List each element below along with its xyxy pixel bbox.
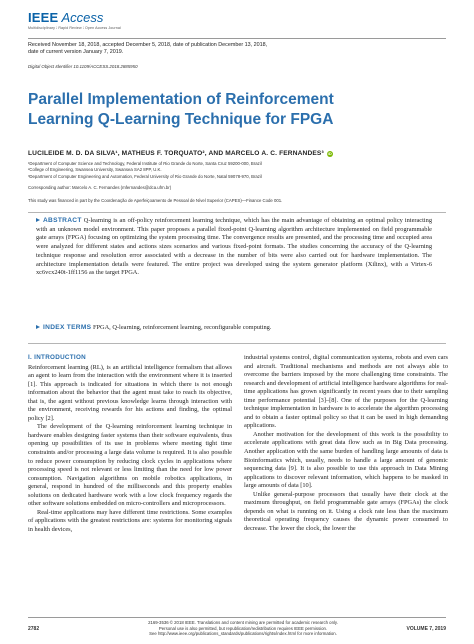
body-paragraph: Real-time applications may have different time restrictions. Some examples of applications with the greatest restrictions are: systems for monitoring signals in health devices, [28, 508, 232, 533]
index-terms-bottom-divider [28, 343, 446, 344]
body-paragraph: Reinforcement learning (RL), is an artificial intelligence formalism that allows an agent to learn from the interaction with the environment where it is inserted [1]. This approach is indicated for situations in which there is not enough information about the behavior that the agent must take to reach its objective, that is, the agent without previous knowledge learns through interaction with the environment, receiving rewards for his actions and finding, the optimal policy [2]. [28, 363, 232, 422]
paper-title [28, 90, 428, 130]
license-line-2: Personal use is also permitted, but republication/redistribution requires IEEE permission. [158, 625, 328, 631]
logo-tagline: Multidisciplinary ⁞ Rapid Review ⁞ Open Access Journal [28, 26, 121, 30]
affiliation-2: ²College of Engineering, Swansea University, Swansea SA2 8PP, U.K. [28, 167, 162, 173]
abstract-text: Q-learning is an off-policy reinforcement learning technique, which has the main advantage of obtaining an optimal policy interacting with an unknown model environment. This paper proposes a parallel fixed-point Q-learning algorithm architecture implemented on field programmable gate arrays (FPGA) focusing on optimizing the system processing time. The convergence results are presented, and the processing time and occupied area were analyzed for different states and actions sizes scenarios and various fixed-point formats. The studies concerning the accuracy of the Q-learning technique response and resolution error associated with a decrease in the number of bits were also carried out for hardware implementation. The architecture implementation details were featured. The entire project was developed using the system generator platform (Xilinx), with a Virtex-6 xc6vcx240t-1ff1156 as the target FPGA. [36, 217, 432, 277]
journal-logo[interactable] [28, 10, 448, 25]
license-notice [143, 620, 343, 637]
body-paragraph: The development of the Q-learning reinforcement learning technique in hardware enables designing faster systems than their software equivalents, thus opening up possibilities of its use in problems where meeting tight time constraints and/or processing a large data volume is required. It is also possible to reduce power consumption by reducing clock cycles in applications where processing speed is not relevant or less limiting than the need for low power consumption. Navigation algorithms on mobile robotics applications, in general, respond in hundred of the milliseconds and this property enables solutions on dedicated hardware work with a low clock frequency regards the other software solutions embedded on micro-controllers and microprocessors. [28, 423, 232, 508]
affiliations [28, 161, 446, 180]
logo-ieee-text: IEEE [28, 10, 59, 25]
page-number: 2782 [28, 626, 40, 632]
license-line-3[interactable]: See http://www.ieee.org/publications_standards/publications/rights/index.html for more information. [149, 631, 337, 636]
index-terms-label: INDEX TERMS [43, 324, 92, 331]
author-list [28, 150, 446, 157]
body-paragraph: Another motivation for the development of this work is the possibility to accelerate applications with great data flow such as in Big Data processing. Another application with the same burden of handling large amounts of data is Bioinformatics which, usually, needs to handle a large amount of genomic sequencing data [9]. It is also possible to use this approach in Data Mining applications to discover relevant information, which happens to be masked in large amounts of data [10]. [244, 430, 448, 490]
body-column-right [244, 354, 448, 533]
footer-divider [28, 617, 446, 618]
page-footer [28, 620, 446, 640]
journal-header [28, 10, 448, 34]
publication-dates [28, 42, 446, 56]
body-paragraph: Unlike general-purpose processors that usually have their clock at the maximum throughput, on field programmable gate arrays (FPGAs) the clock depends on what is running on it. Using a clock rate less than the maximum theoretical operating frequency causes the dynamic power consumed to decrease. The lower the clock, the lower the [244, 490, 448, 532]
abstract-top-divider [28, 212, 446, 213]
title-line-2: Learning Q-Learning Technique for FPGA [28, 111, 334, 128]
orcid-icon[interactable]: iD [327, 150, 332, 156]
body-column-left [28, 354, 232, 534]
body-paragraph: industrial systems control, digital communication systems, robots and even cars and aircraft. Traditional mechanisms and methods are not always able to overcome the barriers imposed by the more challenging time constraints. The research and development of artificial intelligence hardware algorithms for real-time applications has grown significantly in recent years due to their sampling time performance potential [3]–[8]. One of the purposes for the Q-learning technique implementation in hardware is to accelerate the algorithm processing and to obtain a faster optimal policy so that it can be used in high demanding applications. [244, 354, 448, 430]
header-divider [28, 38, 446, 39]
logo-access-text: Access [61, 10, 104, 25]
dates-line-2: date of current version January 7, 2019. [28, 49, 124, 55]
index-terms-block [36, 324, 432, 333]
doi-identifier[interactable]: Digital Object Identifier 10.1109/ACCESS.2018.2885950 [28, 64, 138, 69]
funding-note: This study was financed in part by the Coordenação de Aperfeiçoamento de Pessoal de Nível Superior (CAPES)—Finance Code 001. [28, 198, 283, 203]
authors-text: LUCILEIDE M. D. DA SILVA¹, MATHEUS F. TORQUATO², AND MARCELO A. C. FERNANDES³ [28, 150, 324, 157]
license-line-1: 2169-3536 © 2018 IEEE. Translations and content mining are permitted for academic research only. [148, 620, 338, 625]
index-terms-triangle-icon [36, 325, 40, 329]
title-line-1: Parallel Implementation of Reinforcement [28, 91, 334, 108]
abstract-label: ABSTRACT [43, 217, 82, 224]
corresponding-author: Corresponding author: Marcelo A. C. Fernandes (mfernandes@dca.ufrn.br) [28, 185, 172, 190]
section-heading-introduction: I. INTRODUCTION [28, 354, 87, 361]
dates-line-1: Received November 18, 2018, accepted December 5, 2018, date of publication December 13, 2018, [28, 42, 268, 48]
abstract-block [36, 217, 432, 278]
affiliation-3: ³Department of Computer Engineering and Automation, Federal University of Rio Grande do Norte, Natal 59078-970, Brazil [28, 173, 262, 179]
volume-label: VOLUME 7, 2019 [406, 626, 446, 632]
abstract-triangle-icon [36, 218, 40, 222]
affiliation-1: ¹Department of Computer Science and Technology, Federal Institute of Rio Grande do Norte, Santa Cruz 59200-000, Brazil [28, 161, 262, 166]
index-terms-text: FPGA, Q-learning, reinforcement learning, reconfigurable computing. [92, 324, 272, 331]
